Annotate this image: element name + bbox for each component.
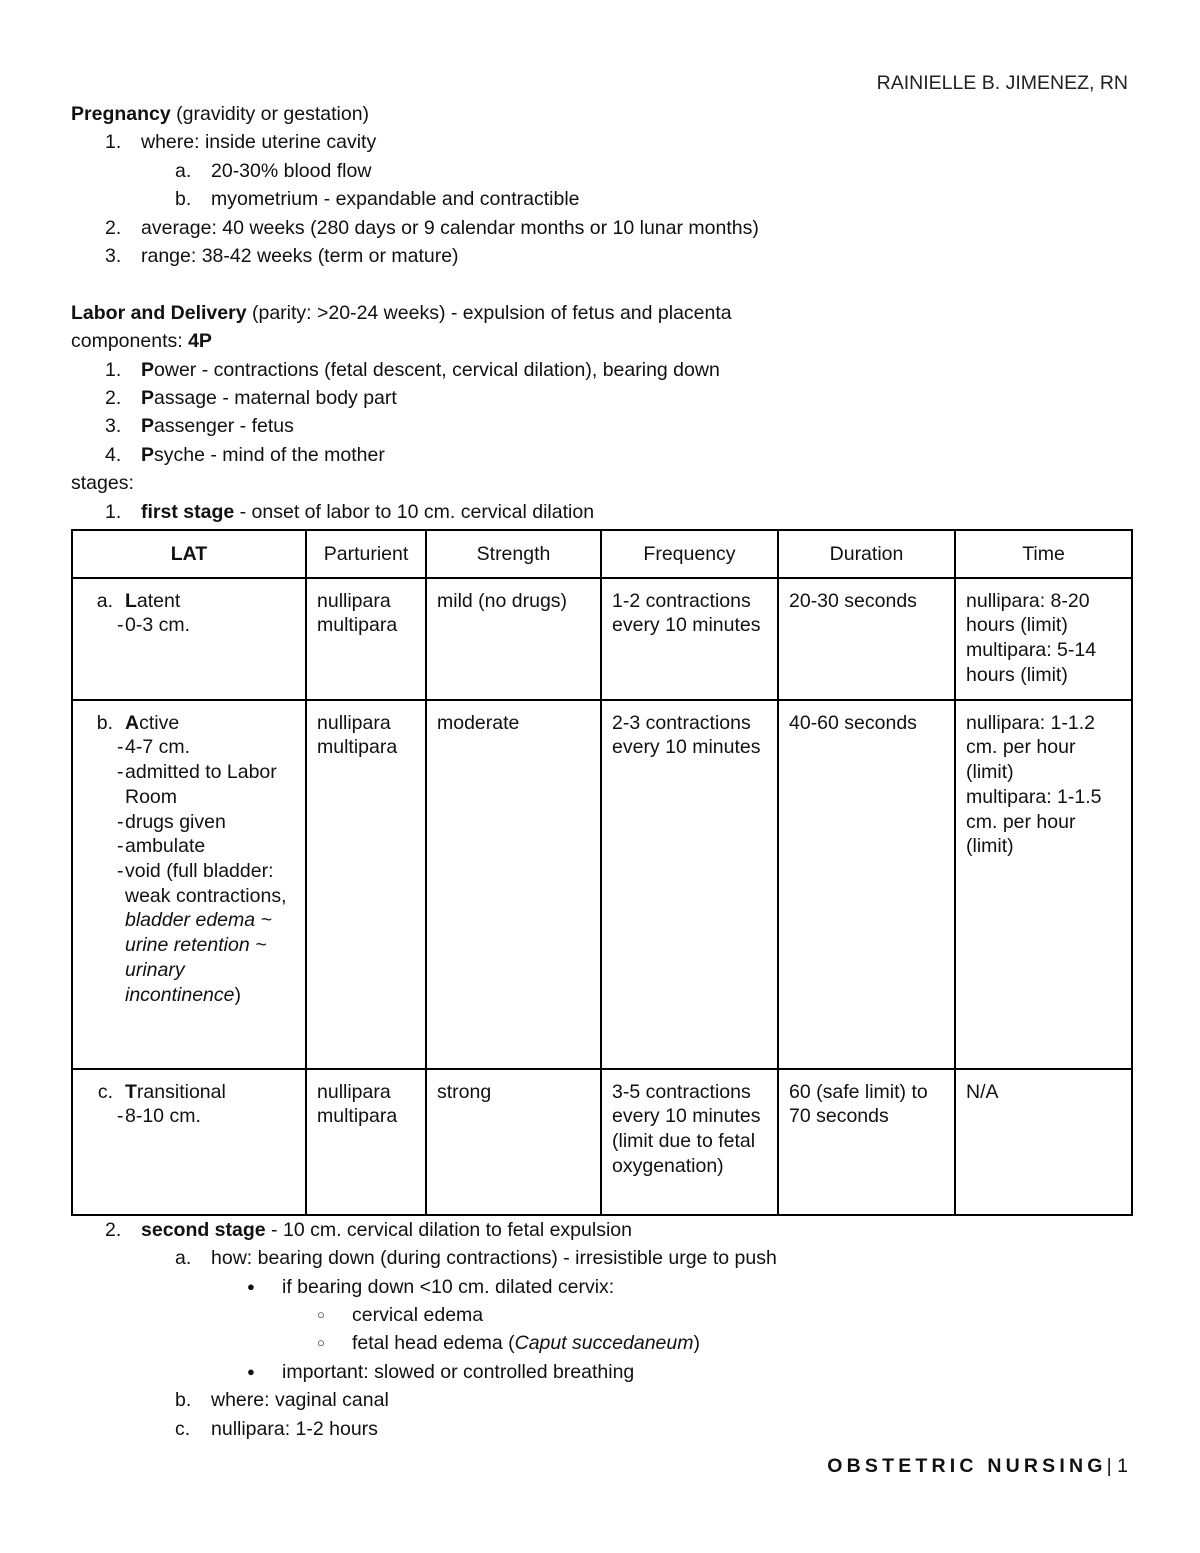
labor-title: Labor and Delivery xyxy=(71,301,247,324)
time-cell: nullipara: 8-20 hours (limit) multipara: 5-14 hours (limit) xyxy=(955,578,1132,700)
list-item: ● important: slowed or controlled breathing xyxy=(71,1358,1131,1386)
list-item: 3. range: 38-42 weeks (term or mature) xyxy=(105,245,459,268)
bullet-icon: ● xyxy=(247,1363,255,1379)
pregnancy-heading xyxy=(71,100,1131,128)
pregnancy-subtitle: (gravidity or gestation) xyxy=(170,103,370,125)
page-footer xyxy=(827,1455,1128,1478)
first-stage-table xyxy=(71,529,1133,1216)
strength-cell: moderate xyxy=(426,700,601,1069)
time-cell: N/A xyxy=(955,1069,1132,1215)
list-item: 2. average: 40 weeks (280 days or 9 calendar months or 10 lunar months) xyxy=(105,216,759,239)
lat-cell: b. Active - 4-7 cm. - admitted to Labor Room - drugs given - ambulate - void (full bladder: weak contractions, bladder edema ~ urine retention ~ urinary incontinence) xyxy=(72,700,306,1069)
labor-subtitle: (parity: >20-24 weeks) - expulsion of fetus and placenta xyxy=(246,301,732,324)
list-item: 1. Power - contractions (fetal descent, cervical dilation), bearing down xyxy=(105,358,720,381)
duration-cell: 60 (safe limit) to 70 seconds xyxy=(778,1069,955,1215)
column-header: Strength xyxy=(426,530,601,578)
list-item: b. where: vaginal canal xyxy=(175,1389,389,1412)
list-item: ○ cervical edema xyxy=(71,1301,1131,1329)
duration-cell: 20-30 seconds xyxy=(778,578,955,700)
list-item: b. myometrium - expandable and contractible xyxy=(175,188,580,211)
footer-title: OBSTETRIC NURSING xyxy=(827,1455,1107,1477)
list-item: ○ fetal head edema (Caput succedaneum) xyxy=(71,1329,1131,1357)
duration-cell: 40-60 seconds xyxy=(778,700,955,1069)
list-item: 4. Psyche - mind of the mother xyxy=(105,443,385,466)
list-item: 1. where: inside uterine cavity xyxy=(105,131,377,154)
parturient-cell: nullipara multipara xyxy=(306,578,426,700)
footer-separator: | xyxy=(1106,1455,1118,1477)
column-header: LAT xyxy=(72,530,306,578)
parturient-cell: nullipara multipara xyxy=(306,1069,426,1215)
frequency-cell: 1-2 contractions every 10 minutes xyxy=(601,578,778,700)
list-item: 1. first stage - onset of labor to 10 cm. cervical dilation xyxy=(105,500,595,523)
column-header: Parturient xyxy=(306,530,426,578)
list-item: a. how: bearing down (during contractions) - irresistible urge to push xyxy=(175,1247,777,1270)
strength-cell: strong xyxy=(426,1069,601,1215)
frequency-cell: 3-5 contractions every 10 minutes (limit due to fetal oxygenation) xyxy=(601,1069,778,1215)
page-number: 1 xyxy=(1117,1455,1128,1477)
column-header: Duration xyxy=(778,530,955,578)
author-header: RAINIELLE B. JIMENEZ, RN xyxy=(876,72,1128,94)
pregnancy-title: Pregnancy xyxy=(71,103,171,125)
list-item: ● if bearing down <10 cm. dilated cervix: xyxy=(71,1273,1131,1301)
column-header: Frequency xyxy=(601,530,778,578)
spacer xyxy=(71,270,1131,298)
table-row xyxy=(72,700,1132,1069)
lat-cell: c. Transitional - 8-10 cm. xyxy=(72,1069,306,1215)
stages-label: stages: xyxy=(71,472,134,495)
column-header: Time xyxy=(955,530,1132,578)
components-line: components: 4P xyxy=(71,330,212,353)
parturient-cell: nullipara multipara xyxy=(306,700,426,1069)
document-body xyxy=(71,100,1131,1443)
list-item: c. nullipara: 1-2 hours xyxy=(175,1417,378,1440)
hollow-bullet-icon: ○ xyxy=(317,1335,325,1351)
labor-heading xyxy=(71,299,1131,327)
table-row xyxy=(72,1069,1132,1215)
list-item: 2. Passage - maternal body part xyxy=(105,387,397,410)
lat-cell: a. Latent - 0-3 cm. xyxy=(72,578,306,700)
frequency-cell: 2-3 contractions every 10 minutes xyxy=(601,700,778,1069)
table-row xyxy=(72,578,1132,700)
strength-cell: mild (no drugs) xyxy=(426,578,601,700)
table-header-row xyxy=(72,530,1132,578)
list-item: 3. Passenger - fetus xyxy=(105,415,294,438)
bullet-icon: ● xyxy=(247,1278,255,1294)
time-cell: nullipara: 1-1.2 cm. per hour (limit) multipara: 1-1.5 cm. per hour (limit) xyxy=(955,700,1132,1069)
list-item: a. 20-30% blood flow xyxy=(175,159,372,182)
hollow-bullet-icon: ○ xyxy=(317,1307,325,1322)
list-item: 2. second stage - 10 cm. cervical dilation to fetal expulsion xyxy=(105,1218,632,1241)
